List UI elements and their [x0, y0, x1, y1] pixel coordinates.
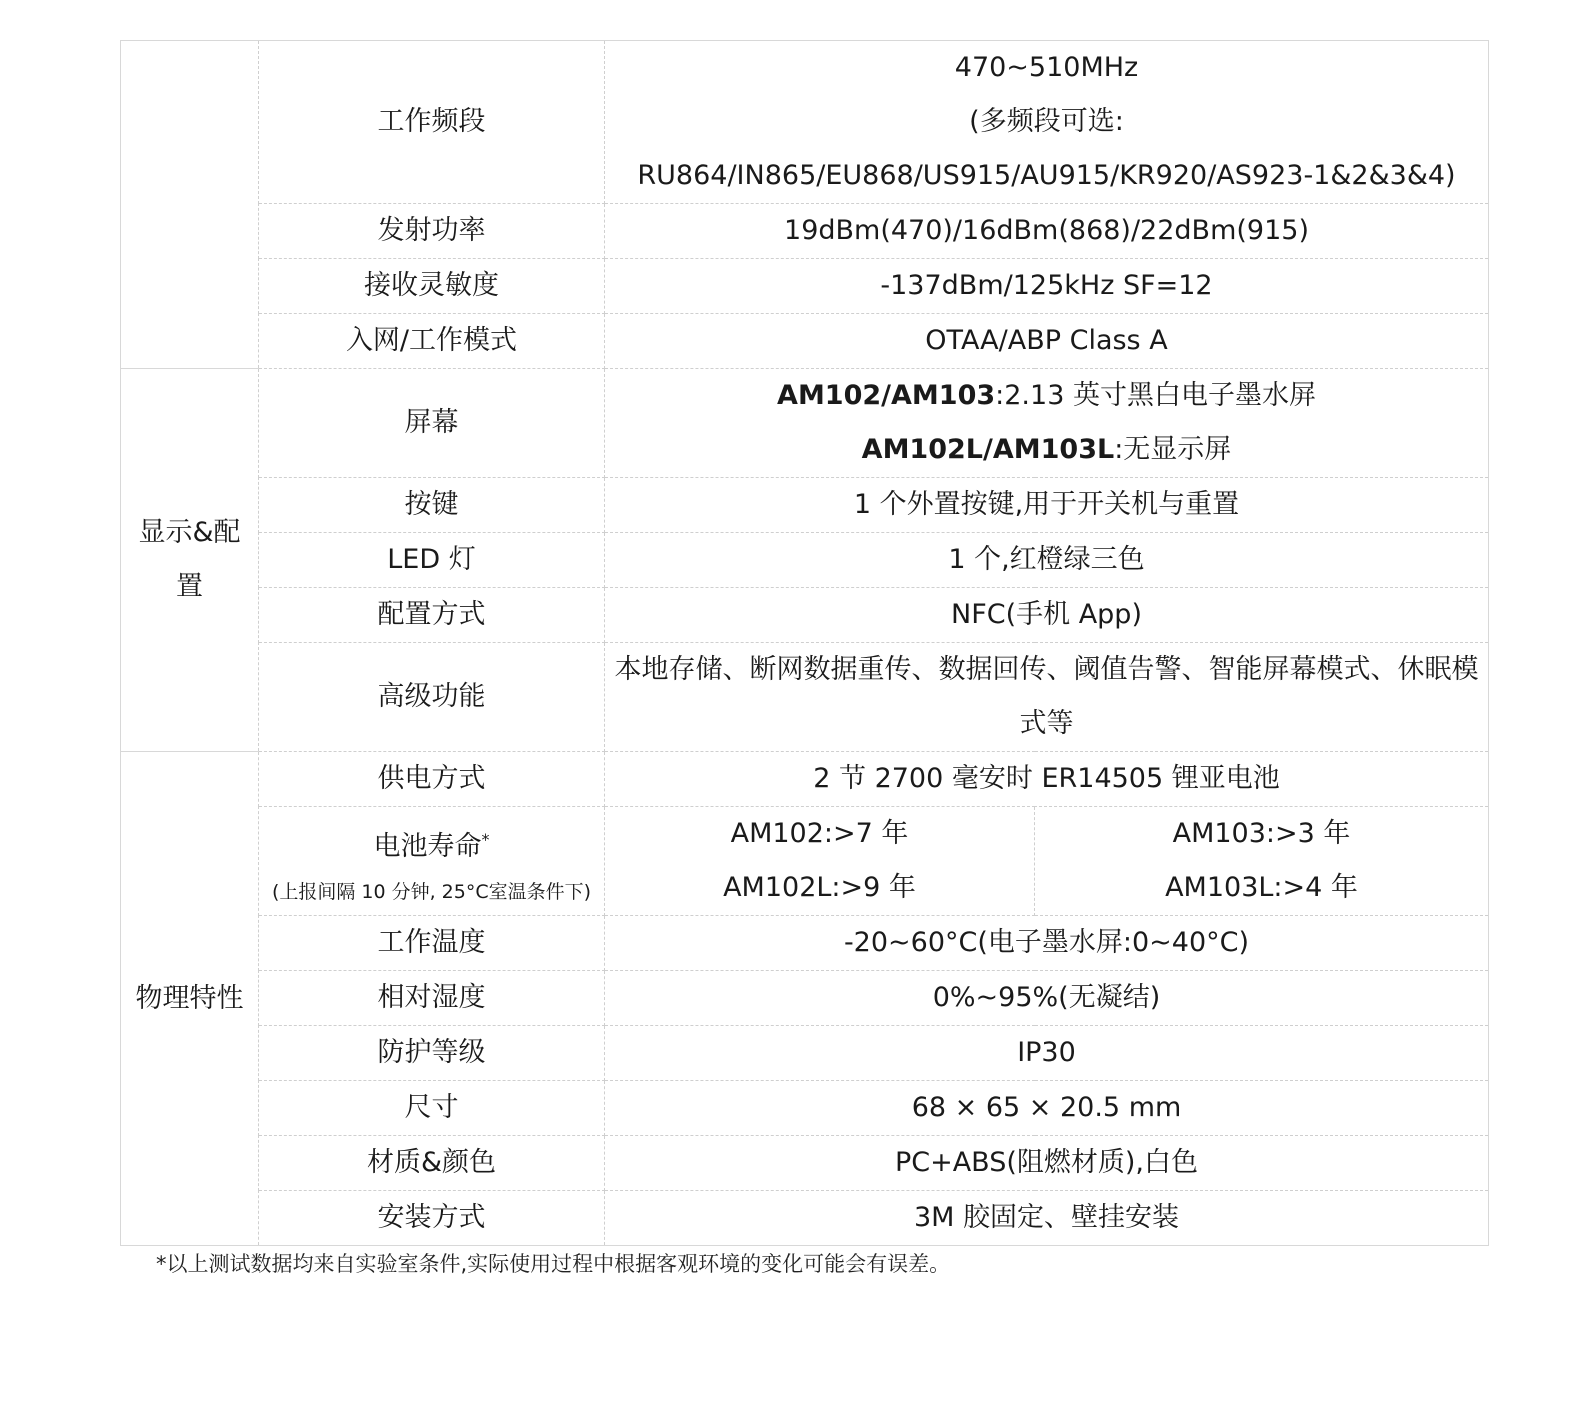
table-row	[121, 533, 1489, 588]
battery-label: 电池寿命*	[373, 829, 490, 862]
table-row	[121, 314, 1489, 369]
row-label: 防护等级	[259, 1026, 605, 1081]
category-cell-display	[121, 369, 259, 752]
row-label: 工作温度	[259, 916, 605, 971]
row-label: 发射功率	[259, 204, 605, 259]
table-row	[121, 369, 1489, 478]
table-row	[121, 588, 1489, 643]
table-row	[121, 41, 1489, 204]
row-value: 本地存储、断网数据重传、数据回传、阈值告警、智能屏幕模式、休眠模式等	[605, 643, 1489, 752]
row-value: 1 个,红橙绿三色	[605, 533, 1489, 588]
row-value: 2 节 2700 毫安时 ER14505 锂亚电池	[605, 752, 1489, 807]
table-row	[121, 1191, 1489, 1246]
row-value	[605, 41, 1489, 204]
row-label: 屏幕	[259, 369, 605, 478]
row-value: -137dBm/125kHz SF=12	[605, 259, 1489, 314]
row-value: -20~60°C(电子墨水屏:0~40°C)	[605, 916, 1489, 971]
row-value: OTAA/ABP Class A	[605, 314, 1489, 369]
table-row	[121, 752, 1489, 807]
table-row	[121, 1026, 1489, 1081]
table-row	[121, 807, 1489, 916]
row-label: 配置方式	[259, 588, 605, 643]
row-label: LED 灯	[259, 533, 605, 588]
row-label: 材质&颜色	[259, 1136, 605, 1191]
table-row	[121, 643, 1489, 752]
freq-bands: RU864/IN865/EU868/US915/AU915/KR920/AS923-1&2&3&4)	[637, 160, 1456, 191]
row-value: 3M 胶固定、壁挂安装	[605, 1191, 1489, 1246]
category-cell-physical	[121, 752, 259, 1246]
table-row	[121, 1136, 1489, 1191]
screen-line-1: AM102/AM103:2.13 英寸黑白电子墨水屏	[777, 380, 1316, 411]
row-value: 0%~95%(无凝结)	[605, 971, 1489, 1026]
row-label: 按键	[259, 478, 605, 533]
row-label: 供电方式	[259, 752, 605, 807]
row-value: 1 个外置按键,用于开关机与重置	[605, 478, 1489, 533]
table-row	[121, 1081, 1489, 1136]
battery-note: (上报间隔 10 分钟, 25°C室温条件下)	[271, 880, 592, 903]
spec-table	[120, 40, 1489, 1246]
table-row	[121, 259, 1489, 314]
row-label: 相对湿度	[259, 971, 605, 1026]
table-row	[121, 478, 1489, 533]
footnote: *以上测试数据均来自实验室条件,实际使用过程中根据客观环境的变化可能会有误差。	[156, 1252, 951, 1276]
battery-cell-am103: AM103:>3 年 AM103L:>4 年	[1035, 807, 1489, 916]
row-label: 工作频段	[259, 41, 605, 204]
screen-line-2: AM102L/AM103L:无显示屏	[861, 434, 1232, 465]
table-row	[121, 204, 1489, 259]
row-value: NFC(手机 App)	[605, 588, 1489, 643]
row-label: 高级功能	[259, 643, 605, 752]
category-label: 显示&配置	[138, 517, 241, 602]
row-value: 19dBm(470)/16dBm(868)/22dBm(915)	[605, 204, 1489, 259]
row-value: PC+ABS(阻燃材质),白色	[605, 1136, 1489, 1191]
freq-range: 470~510MHz	[954, 52, 1139, 83]
row-label: 尺寸	[259, 1081, 605, 1136]
row-value: 68 × 65 × 20.5 mm	[605, 1081, 1489, 1136]
row-label	[259, 807, 605, 916]
battery-cell-am102: AM102:>7 年 AM102L:>9 年	[605, 807, 1035, 916]
freq-optional: (多频段可选:	[969, 106, 1124, 137]
row-label: 入网/工作模式	[259, 314, 605, 369]
row-value: IP30	[605, 1026, 1489, 1081]
row-value	[605, 369, 1489, 478]
row-label: 安装方式	[259, 1191, 605, 1246]
row-label: 接收灵敏度	[259, 259, 605, 314]
category-label: 物理特性	[135, 982, 244, 1014]
table-row	[121, 971, 1489, 1026]
table-row	[121, 916, 1489, 971]
category-cell-wireless	[121, 41, 259, 369]
